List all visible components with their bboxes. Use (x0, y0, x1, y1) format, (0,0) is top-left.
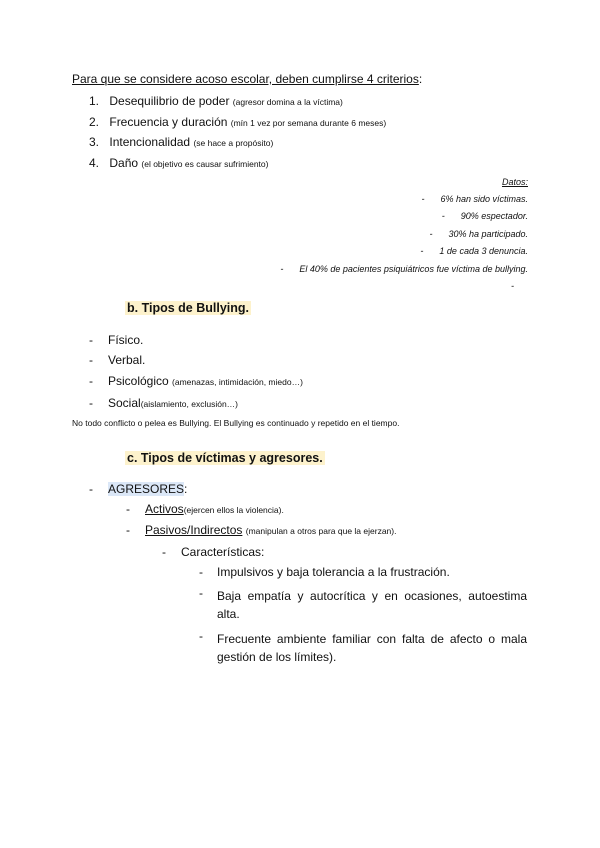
bullet-dash: - (89, 482, 93, 496)
criteria-item-2 (89, 115, 386, 129)
pasivos-item (126, 523, 397, 537)
section-c-title: c. Tipos de víctimas y agresores. (127, 451, 323, 465)
bullet-dash: - (126, 523, 130, 537)
activos-title: Activos (145, 502, 184, 516)
criteria-title: Frecuencia y duración (109, 115, 228, 129)
agresores-colon: : (184, 482, 188, 496)
datos-title: Datos: (501, 177, 528, 187)
bullying-type-item (89, 333, 144, 347)
pasivos-note: (manipulan a otros para que la ejerzan). (245, 526, 397, 536)
datos-item (442, 211, 528, 221)
bullet-dash: - (420, 246, 424, 256)
characteristic-text-cont: alta. (217, 607, 240, 621)
characteristic-item (199, 629, 203, 643)
section-c-heading (125, 451, 325, 465)
criteria-number: 2. (89, 115, 100, 129)
agresores-label: AGRESORES (108, 482, 185, 496)
bullet-dash: - (421, 194, 425, 204)
datos-item-text: 90% espectador. (460, 211, 528, 221)
datos-item (280, 264, 528, 274)
datos-item-text: 6% han sido víctimas. (440, 194, 528, 204)
criteria-item-1 (89, 94, 343, 108)
criteria-item-3 (89, 135, 273, 149)
section-b-footnote: No todo conflicto o pelea es Bullying. El Bullying es continuado y repetido en el tiempo. (72, 418, 400, 428)
bullet-dash: - (429, 229, 433, 239)
criteria-number: 3. (89, 135, 100, 149)
intro-line (72, 72, 422, 86)
bullying-type-title: Verbal. (108, 353, 146, 367)
bullet-dash: - (280, 264, 284, 274)
criteria-item-4 (89, 156, 268, 170)
characteristic-text: Baja empatía y autocrítica y en ocasiones, autoestima (217, 589, 527, 603)
bullet-dash: - (89, 374, 93, 388)
criteria-number: 1. (89, 94, 100, 108)
characteristic-text-cont: gestión de los límites). (217, 650, 337, 664)
criteria-note: (se hace a propósito) (193, 138, 274, 148)
bullying-type-item (89, 374, 303, 388)
criteria-note: (el objetivo es causar sufrimiento) (141, 159, 269, 169)
activos-note: (ejercen ellos la violencia). (183, 505, 284, 515)
bullying-type-note: (aislamiento, exclusión…) (140, 399, 239, 409)
criteria-note: (agresor domina a la víctima) (232, 97, 343, 107)
characteristic-text: Frecuente ambiente familiar con falta de afecto o mala (217, 632, 527, 646)
datos-item (421, 194, 528, 204)
section-b-title: b. Tipos de Bullying. (127, 301, 249, 315)
datos-item-text: El 40% de pacientes psiquiátricos fue víctima de bullying. (299, 264, 528, 274)
bullet-dash: - (199, 629, 203, 643)
caracteristicas-label: Características: (181, 545, 265, 559)
bullying-type-title: Físico. (108, 333, 144, 347)
characteristic-item (199, 565, 450, 579)
criteria-title: Intencionalidad (109, 135, 191, 149)
characteristic-text: Impulsivos y baja tolerancia a la frustración. (217, 565, 450, 579)
bullying-type-item (89, 353, 146, 367)
section-b-heading (125, 301, 251, 315)
bullet-dash: - (441, 211, 445, 221)
bullying-type-item (89, 396, 239, 410)
intro-colon: : (418, 72, 423, 86)
bullet-dash: - (199, 586, 203, 600)
datos-item-empty (511, 281, 514, 291)
agresores-item (89, 482, 188, 496)
bullet-dash: - (511, 281, 514, 291)
characteristic-item (199, 586, 203, 600)
datos-item-text: 30% ha participado. (448, 229, 528, 239)
bullet-dash: - (199, 565, 203, 579)
bullet-dash: - (89, 353, 93, 367)
bullet-dash: - (126, 502, 130, 516)
bullet-dash: - (162, 545, 166, 559)
bullet-dash: - (89, 396, 93, 410)
bullying-type-title: Social (108, 396, 141, 410)
criteria-number: 4. (89, 156, 100, 170)
criteria-title: Desequilibrio de poder (109, 94, 230, 108)
datos-item (420, 246, 528, 256)
criteria-title: Daño (109, 156, 139, 170)
bullying-type-title: Psicológico (108, 374, 169, 388)
datos-item (429, 229, 528, 239)
activos-item (126, 502, 284, 516)
pasivos-title: Pasivos/Indirectos (145, 523, 243, 537)
bullet-dash: - (89, 333, 93, 347)
criteria-note: (mín 1 vez por semana durante 6 meses) (230, 118, 387, 128)
caracteristicas-item (162, 545, 265, 559)
bullying-type-note: (amenazas, intimidación, miedo…) (172, 377, 303, 387)
intro-text: Para que se considere acoso escolar, deben cumplirse 4 criterios (72, 72, 419, 86)
datos-item-text: 1 de cada 3 denuncia. (439, 246, 528, 256)
